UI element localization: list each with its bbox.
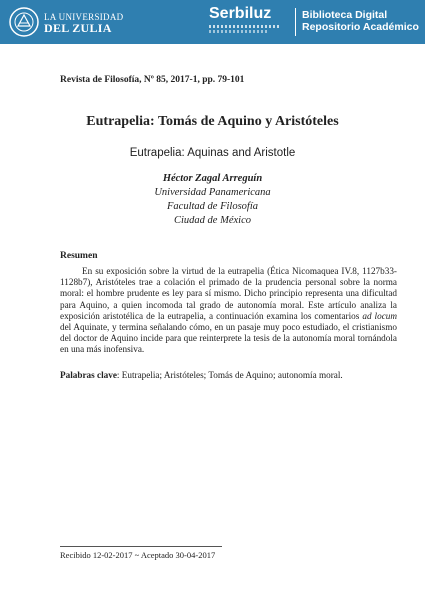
- repository-banner: [0, 0, 425, 44]
- abstract-text-part: del Aquinate, y termina señalando cómo, en un pasaje muy poco estudiado, el cristianismo del doctor de Aquino incide para que reinterprete la tesis de la autonomía moral tornándola en una más inofensiva.: [60, 322, 397, 355]
- author-affiliation: Ciudad de México: [174, 215, 251, 226]
- keywords-label: Palabras clave: [60, 370, 117, 380]
- serbiluz-logo[interactable]: [209, 6, 289, 38]
- abstract-italic-phrase: ad locum: [362, 310, 397, 321]
- university-name-line1: LA UNIVERSIDAD: [44, 12, 124, 22]
- library-title-line1: Biblioteca Digital: [302, 9, 388, 21]
- library-title-line2: Repositorio Académico: [302, 21, 419, 33]
- author-affiliation: Facultad de Filosofía: [167, 201, 258, 212]
- received-accepted-dates: Recibido 12-02-2017 ~ Aceptado 30-04-2017: [60, 550, 216, 560]
- digital-library-link[interactable]: [302, 9, 419, 33]
- university-name-line2: DEL ZULIA: [44, 21, 112, 35]
- abstract-heading: Resumen: [60, 251, 98, 261]
- journal-reference: Revista de Filosofía, Nº 85, 2017-1, pp. 79-101: [60, 75, 245, 85]
- serbiluz-tagline-decoration: [209, 30, 269, 33]
- serbiluz-tagline-decoration: [209, 25, 281, 28]
- author-block: [0, 172, 425, 228]
- footnote-rule: [60, 546, 222, 547]
- keywords-list: : Eutrapelia; Aristóteles; Tomás de Aquino; autonomía moral.: [116, 370, 343, 380]
- abstract-text-part: En su exposición sobre la virtud de la eutrapelia (Ética Nicomaquea IV.8, 1127b33-1128b7), Aristóteles trae a colación el primado de la prudencia personal sobre la norma moral: el hombre prudente es ley para sí mismo. Dicho principio representa una dificultad para Aquino, a quien incomoda tal grado de autonomía moral. Este artículo analiza la exposición aristotélica de la eutrapelia, a continuación examina los comentarios: [60, 266, 397, 321]
- university-seal-icon: [8, 6, 40, 38]
- abstract-text: [60, 266, 397, 356]
- author-affiliation: Universidad Panamericana: [154, 187, 271, 198]
- university-logo[interactable]: [8, 4, 124, 40]
- keywords: [60, 370, 397, 381]
- banner-divider: [295, 8, 296, 36]
- paper-subtitle: Eutrapelia: Aquinas and Aristotle: [129, 147, 296, 159]
- serbiluz-wordmark: Serbiluz: [209, 5, 272, 22]
- author-name: Héctor Zagal Arreguín: [162, 173, 263, 184]
- paper-title: Eutrapelia: Tomás de Aquino y Aristóteles: [86, 114, 339, 129]
